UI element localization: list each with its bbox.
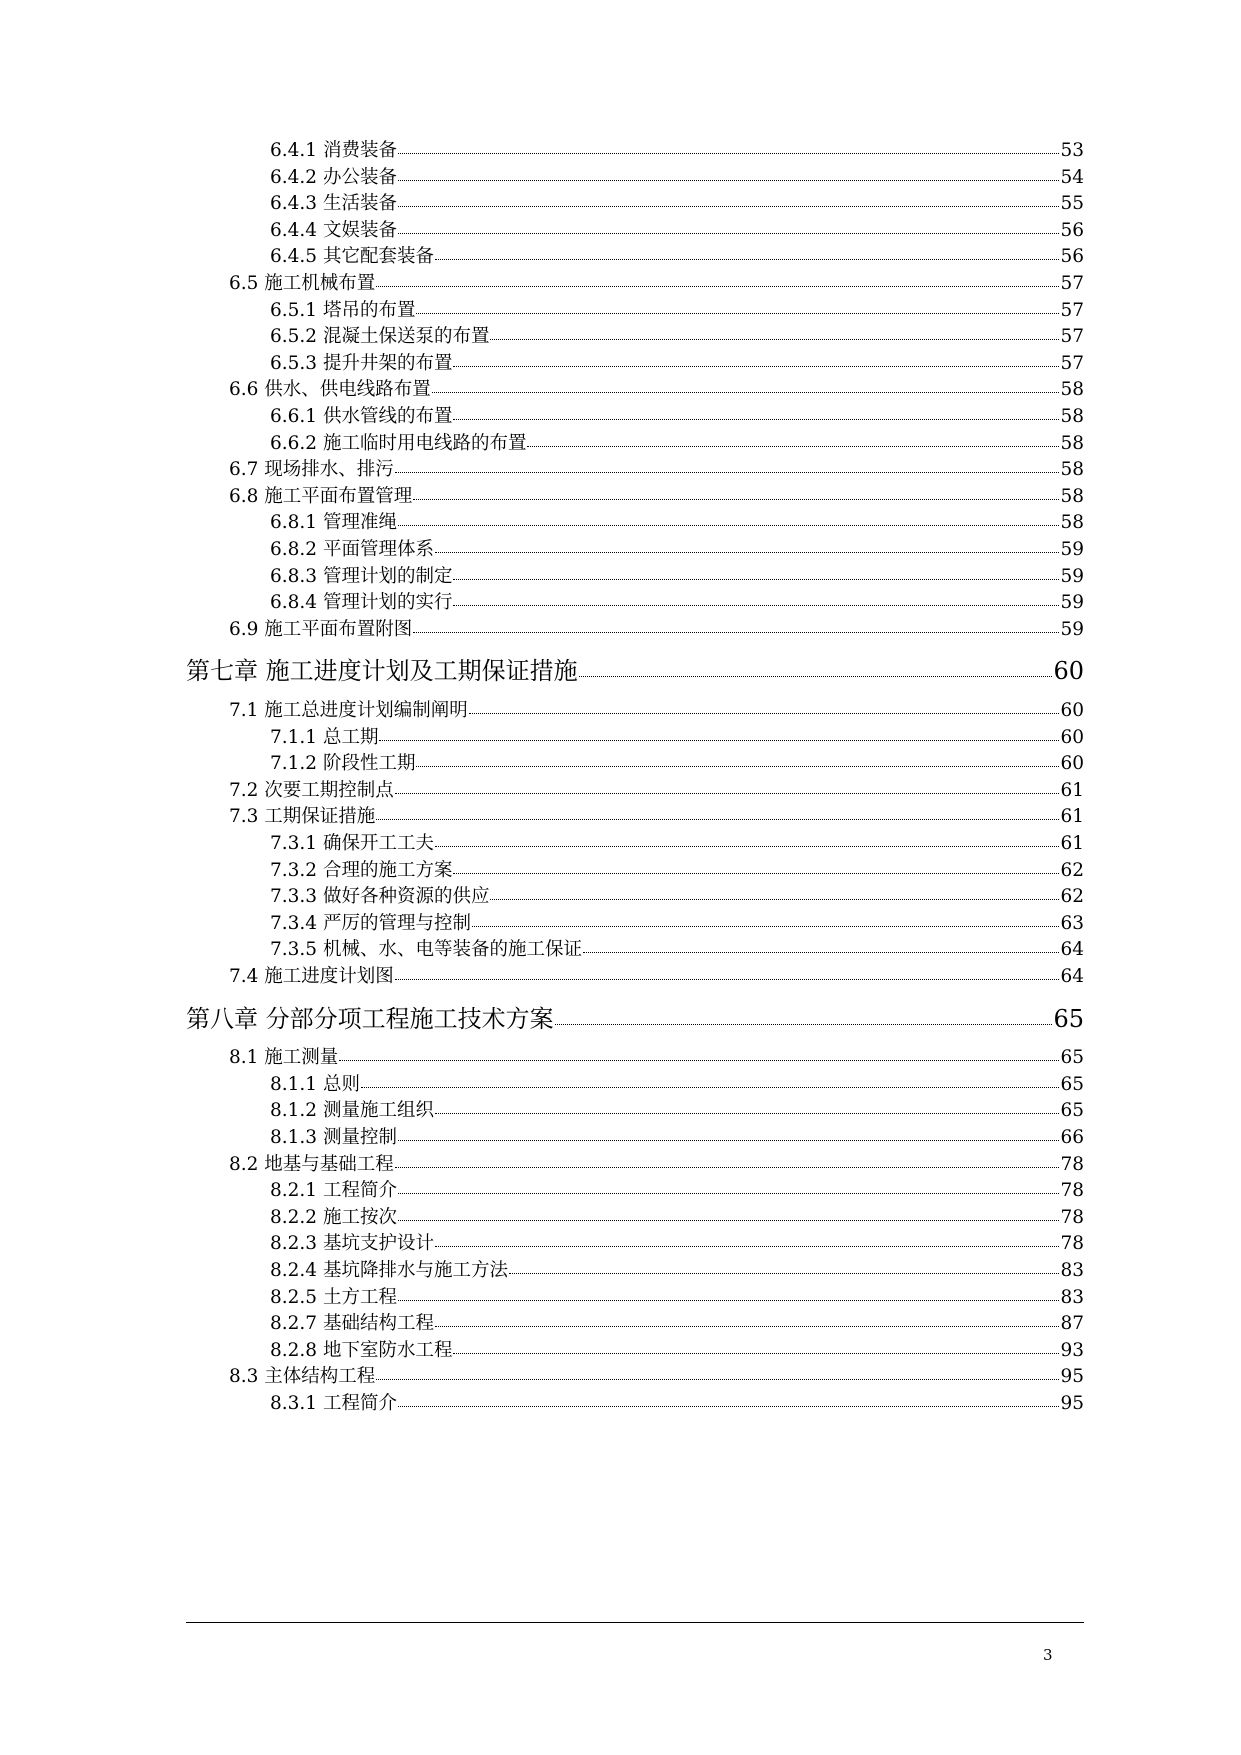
toc-entry[interactable] [270, 535, 1084, 561]
toc-entry[interactable] [270, 562, 1084, 588]
toc-entry[interactable] [270, 1256, 1084, 1282]
toc-entry-page: 57 [1060, 299, 1084, 321]
toc-dot-leader [398, 1193, 1060, 1194]
toc-entry-title: 6.5 施工机械布置 [229, 273, 376, 294]
toc-entry[interactable] [270, 189, 1084, 215]
toc-entry-title: 6.4.1 消费装备 [270, 140, 397, 161]
toc-dot-leader [453, 1353, 1059, 1354]
toc-entry-title: 7.3.2 合理的施工方案 [270, 859, 453, 881]
toc-entry-page: 65 [1053, 1004, 1084, 1033]
toc-entry[interactable] [229, 615, 1084, 641]
toc-entry-title: 7.1.1 总工期 [270, 726, 379, 748]
toc-dot-leader [453, 366, 1059, 367]
toc-entry[interactable] [270, 856, 1084, 882]
toc-entry-page: 54 [1060, 166, 1084, 188]
toc-entry-title: 7.3.3 做好各种资源的供应 [270, 886, 490, 908]
toc-entry[interactable] [229, 1362, 1084, 1388]
toc-dot-leader [472, 926, 1059, 927]
toc-dot-leader [435, 259, 1059, 260]
toc-entry[interactable] [270, 163, 1084, 189]
toc-entry-page: 58 [1060, 406, 1084, 427]
toc-entry-title: 8.2.4 基坑降排水与施工方法 [270, 1260, 508, 1281]
toc-entry-page: 61 [1060, 833, 1084, 854]
toc-dot-leader [376, 286, 1059, 287]
toc-entry-page: 60 [1060, 753, 1084, 775]
toc-dot-leader [398, 1300, 1060, 1301]
toc-entry-page: 65 [1060, 1073, 1084, 1095]
toc-entry[interactable] [229, 482, 1084, 508]
toc-dot-leader [583, 952, 1059, 953]
toc-entry-page: 57 [1060, 352, 1084, 374]
toc-dot-leader [398, 1220, 1060, 1221]
toc-entry-title: 6.4.5 其它配套装备 [270, 246, 434, 268]
toc-entry-page: 56 [1060, 219, 1084, 241]
toc-dot-leader [555, 1024, 1053, 1025]
toc-entry-page: 65 [1060, 1100, 1084, 1122]
toc-entry[interactable] [270, 749, 1084, 775]
toc-entry-title: 8.2.7 基础结构工程 [270, 1313, 434, 1335]
toc-dot-leader [398, 180, 1060, 181]
toc-dot-leader [398, 525, 1060, 526]
toc-entry[interactable] [229, 962, 1084, 988]
toc-dot-leader [379, 740, 1059, 741]
toc-entry-title: 8.2.1 工程简介 [270, 1180, 397, 1202]
toc-entry-title: 第八章 分部分项工程施工技术方案 [186, 1004, 554, 1033]
toc-dot-leader [453, 579, 1059, 580]
toc-dot-leader [398, 1140, 1060, 1141]
toc-dot-leader [361, 1087, 1060, 1088]
toc-entry-page: 56 [1060, 246, 1084, 268]
toc-entry[interactable] [270, 1176, 1084, 1202]
toc-entry-title: 7.1.2 阶段性工期 [270, 753, 416, 775]
toc-entry-page: 59 [1060, 592, 1084, 614]
toc-entry-page: 83 [1060, 1260, 1084, 1281]
toc-entry-page: 95 [1060, 1393, 1084, 1414]
toc-entry-page: 78 [1060, 1153, 1084, 1175]
toc-entry[interactable] [270, 1203, 1084, 1229]
toc-entry-page: 62 [1060, 886, 1084, 908]
toc-entry-title: 8.2.5 土方工程 [270, 1286, 397, 1308]
toc-entry-page: 78 [1060, 1206, 1084, 1228]
toc-entry-page: 57 [1060, 273, 1084, 294]
toc-entry-title: 8.2.2 施工按次 [270, 1206, 397, 1228]
toc-entry[interactable] [270, 1123, 1084, 1149]
toc-dot-leader [398, 206, 1060, 207]
toc-entry-page: 59 [1060, 539, 1084, 560]
toc-entry-title: 8.1 施工测量 [229, 1047, 339, 1069]
toc-entry-title: 6.8.3 管理计划的制定 [270, 565, 453, 587]
toc-entry-page: 55 [1060, 193, 1084, 215]
toc-dot-leader [395, 1167, 1060, 1168]
toc-dot-leader [395, 979, 1060, 980]
toc-entry[interactable] [270, 242, 1084, 268]
toc-entry-title: 8.3.1 工程简介 [270, 1393, 397, 1414]
toc-entry-title: 7.2 次要工期控制点 [229, 779, 394, 801]
toc-entry-title: 6.5.2 混凝土保送泵的布置 [270, 326, 490, 348]
toc-entry[interactable] [270, 508, 1084, 534]
toc-dot-leader [453, 873, 1059, 874]
toc-entry[interactable] [229, 375, 1084, 401]
toc-entry-page: 58 [1060, 512, 1084, 534]
toc-entry-title: 6.5.1 塔吊的布置 [270, 299, 416, 321]
toc-entry-page: 87 [1060, 1313, 1084, 1335]
toc-dot-leader [376, 1379, 1059, 1380]
toc-dot-leader [398, 153, 1060, 154]
toc-entry[interactable] [270, 829, 1084, 855]
toc-entry-title: 6.5.3 提升井架的布置 [270, 352, 453, 374]
toc-entry-page: 61 [1060, 806, 1084, 828]
toc-dot-leader [416, 313, 1059, 314]
toc-entry[interactable] [270, 402, 1084, 428]
toc-entry-page: 59 [1060, 565, 1084, 587]
toc-entry[interactable] [270, 1336, 1084, 1362]
toc-entry-page: 63 [1060, 912, 1084, 934]
toc-entry[interactable] [270, 935, 1084, 961]
toc-dot-leader [413, 632, 1059, 633]
toc-entry-title: 6.4.2 办公装备 [270, 166, 397, 188]
toc-dot-leader [395, 472, 1060, 473]
toc-entry-title: 8.1.1 总则 [270, 1073, 360, 1095]
toc-entry-page: 59 [1060, 618, 1084, 640]
page-number: 3 [1043, 1646, 1053, 1664]
toc-entry[interactable] [229, 1043, 1084, 1069]
toc-entry-title: 6.9 施工平面布置附图 [229, 618, 413, 640]
toc-entry-title: 7.3.1 确保开工工夫 [270, 833, 434, 854]
toc-dot-leader [453, 419, 1059, 420]
toc-entry-page: 60 [1060, 726, 1084, 748]
toc-dot-leader [435, 1246, 1059, 1247]
toc-entry[interactable] [270, 1070, 1084, 1096]
toc-entry-page: 95 [1060, 1366, 1084, 1388]
toc-entry-page: 66 [1060, 1127, 1084, 1148]
toc-entry[interactable] [270, 216, 1084, 242]
toc-entry-title: 6.7 现场排水、排污 [229, 459, 394, 481]
toc-entry[interactable] [229, 696, 1084, 722]
toc-dot-leader [435, 1113, 1059, 1114]
toc-dot-leader [376, 819, 1059, 820]
toc-entry[interactable] [270, 588, 1084, 614]
toc-entry[interactable] [270, 882, 1084, 908]
toc-entry-title: 6.8.4 管理计划的实行 [270, 592, 453, 614]
footer-rule [186, 1622, 1084, 1623]
toc-entry-page: 83 [1060, 1286, 1084, 1308]
toc-entry[interactable] [270, 1283, 1084, 1309]
toc-entry-page: 57 [1060, 326, 1084, 348]
toc-entry-title: 7.3.4 严厉的管理与控制 [270, 912, 471, 934]
toc-entry[interactable] [270, 349, 1084, 375]
toc-entry-title: 6.8.2 平面管理体系 [270, 539, 434, 560]
toc-dot-leader [527, 446, 1059, 447]
toc-entry-title: 6.4.3 生活装备 [270, 193, 397, 215]
toc-entry-page: 53 [1060, 140, 1084, 161]
toc-entry-page: 78 [1060, 1180, 1084, 1202]
toc-dot-leader [453, 605, 1059, 606]
toc-dot-leader [469, 713, 1060, 714]
toc-entry[interactable] [270, 909, 1084, 935]
toc-entry[interactable] [270, 429, 1084, 455]
toc-entry-page: 60 [1060, 700, 1084, 721]
toc-entry-page: 58 [1060, 432, 1084, 454]
toc-entry-title: 第七章 施工进度计划及工期保证措施 [186, 657, 578, 686]
toc-dot-leader [490, 339, 1059, 340]
toc-entry[interactable] [270, 1229, 1084, 1255]
toc-entry[interactable] [270, 1096, 1084, 1122]
toc-dot-leader [416, 766, 1059, 767]
toc-entry-title: 8.2.8 地下室防水工程 [270, 1339, 453, 1361]
toc-entry[interactable] [270, 1309, 1084, 1335]
toc-entry[interactable] [270, 322, 1084, 348]
toc-entry-page: 58 [1060, 485, 1084, 507]
toc-dot-leader [398, 1406, 1060, 1407]
toc-entry-page: 78 [1060, 1233, 1084, 1255]
toc-entry-title: 6.6 供水、供电线路布置 [229, 379, 431, 401]
toc-entry[interactable] [270, 1389, 1084, 1415]
toc-entry-title: 8.1.3 测量控制 [270, 1127, 397, 1148]
toc-entry-title: 6.6.2 施工临时用电线路的布置 [270, 432, 527, 454]
toc-dot-leader [435, 1326, 1059, 1327]
toc-entry-page: 93 [1060, 1339, 1084, 1361]
toc-dot-leader [509, 1273, 1059, 1274]
toc-dot-leader [435, 846, 1059, 847]
toc-entry-title: 8.2 地基与基础工程 [229, 1153, 394, 1175]
toc-dot-leader [339, 1060, 1059, 1061]
toc-entry-title: 7.3 工期保证措施 [229, 806, 376, 828]
toc-dot-leader [579, 676, 1053, 677]
toc-chapter-entry[interactable] [186, 651, 1084, 686]
toc-dot-leader [432, 392, 1060, 393]
toc-entry-title: 7.1 施工总进度计划编制阐明 [229, 700, 468, 721]
toc-entry-page: 62 [1060, 859, 1084, 881]
toc-chapter-entry[interactable] [186, 999, 1084, 1034]
toc-entry-page: 58 [1060, 459, 1084, 481]
toc-entry-title: 6.6.1 供水管线的布置 [270, 406, 453, 427]
toc-entry-page: 61 [1060, 779, 1084, 801]
toc-entry-title: 7.4 施工进度计划图 [229, 966, 394, 987]
toc-entry-page: 65 [1060, 1047, 1084, 1069]
toc-entry[interactable] [270, 296, 1084, 322]
toc-entry[interactable] [229, 455, 1084, 481]
toc-entry-page: 58 [1060, 379, 1084, 401]
toc-entry[interactable] [229, 1150, 1084, 1176]
toc-entry[interactable] [229, 802, 1084, 828]
toc-entry-title: 6.4.4 文娱装备 [270, 219, 397, 241]
toc-entry-title: 6.8.1 管理准绳 [270, 512, 397, 534]
toc-entry-page: 64 [1060, 939, 1084, 961]
toc-entry[interactable] [270, 723, 1084, 749]
toc-entry-title: 6.8 施工平面布置管理 [229, 485, 413, 507]
toc-entry-title: 8.2.3 基坑支护设计 [270, 1233, 434, 1255]
toc-entry-title: 8.3 主体结构工程 [229, 1366, 376, 1388]
toc-entry-page: 64 [1060, 966, 1084, 987]
toc-entry-page: 60 [1053, 657, 1084, 686]
toc-dot-leader [398, 233, 1060, 234]
toc-entry[interactable] [270, 136, 1084, 162]
toc-dot-leader [435, 552, 1059, 553]
toc-entry-title: 8.1.2 测量施工组织 [270, 1100, 434, 1122]
toc-entry[interactable] [229, 776, 1084, 802]
toc-entry-title: 7.3.5 机械、水、电等装备的施工保证 [270, 939, 582, 961]
toc-dot-leader [490, 899, 1059, 900]
toc-dot-leader [395, 793, 1060, 794]
toc-entry[interactable] [229, 269, 1084, 295]
toc-dot-leader [413, 499, 1059, 500]
